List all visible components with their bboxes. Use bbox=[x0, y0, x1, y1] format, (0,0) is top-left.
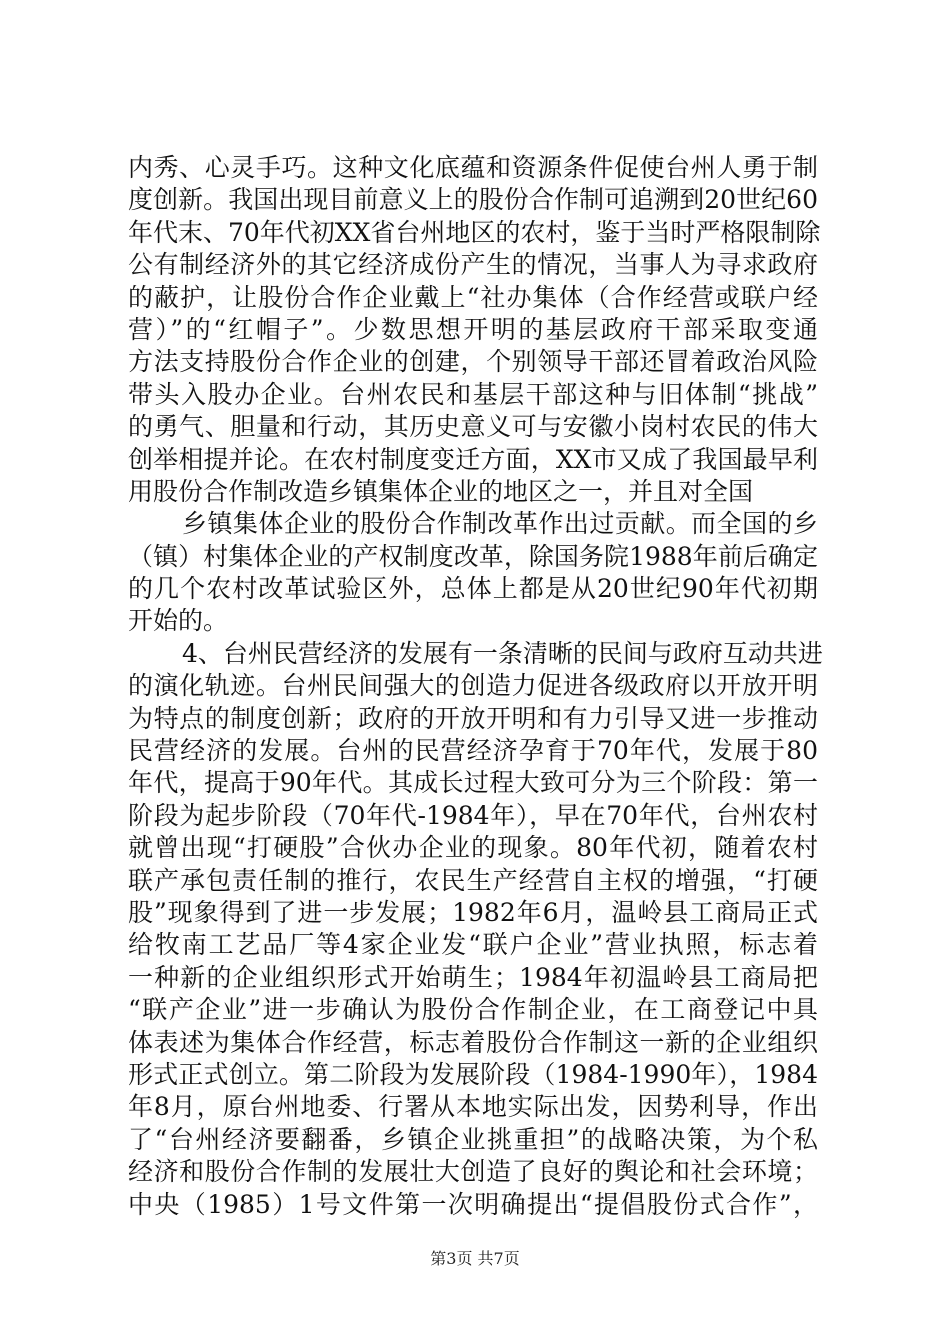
text-line: （镇）村集体企业的产权制度改革，除国务院1988年前后确定 bbox=[128, 541, 818, 571]
text-line: 年8月，原台州地委、行署从本地实际出发，因势利导，作出 bbox=[128, 1092, 818, 1122]
text-line: 乡镇集体企业的股份合作制改革作出过贡献。而全国的乡 bbox=[182, 509, 818, 539]
text-line: 内秀、心灵手巧。这种文化底蕴和资源条件促使台州人勇于制 bbox=[128, 153, 818, 182]
body-text bbox=[128, 152, 823, 1221]
text-line: 股”现象得到了进一步发展；1982年6月，温岭县工商局正式 bbox=[128, 897, 818, 927]
text-line: 联产承包责任制的推行，农民生产经营自主权的增强，“打硬 bbox=[128, 865, 818, 895]
text-line: 度创新。我国出现目前意义上的股份合作制可追溯到20世纪60 bbox=[128, 185, 818, 215]
text-line: 阶段为起步阶段（70年代-1984年），早在70年代，台州农村 bbox=[128, 800, 818, 830]
text-line: 4、台州民营经济的发展有一条清晰的民间与政府互动共进 bbox=[182, 638, 823, 668]
text-line: 年代，提高于90年代。其成长过程大致可分为三个阶段：第一 bbox=[128, 768, 818, 798]
text-line: 了“台州经济要翻番，乡镇企业挑重担”的战略决策，为个私 bbox=[128, 1124, 818, 1154]
text-line: “联产企业”进一步确认为股份合作制企业，在工商登记中具 bbox=[128, 995, 818, 1025]
text-line: 的蔽护，让股份合作企业戴上“社办集体（合作经营或联户经 bbox=[128, 282, 818, 312]
text-line: 一种新的企业组织形式开始萌生；1984年初温岭县工商局把 bbox=[128, 962, 818, 992]
text-line: 方法支持股份合作企业的创建，个别领导干部还冒着政治风险 bbox=[128, 347, 818, 377]
text-line: 的演化轨迹。台州民间强大的创造力促进各级政府以开放开明 bbox=[128, 671, 818, 701]
text-line: 就曾出现“打硬股”合伙办企业的现象。80年代初，随着农村 bbox=[128, 833, 818, 863]
text-line: 经济和股份合作制的发展壮大创造了良好的舆论和社会环境； bbox=[128, 1157, 818, 1187]
text-line: 形式正式创立。第二阶段为发展阶段（1984-1990年），1984 bbox=[128, 1059, 818, 1089]
page-footer: 第3页 共7页 bbox=[430, 1249, 520, 1268]
text-line: 营）”的“红帽子”。少数思想开明的基层政府干部采取变通 bbox=[128, 314, 818, 344]
text-line: 年代末、70年代初XX省台州地区的农村，鉴于当时严格限制除 bbox=[128, 217, 821, 247]
text-line: 体表述为集体合作经营，标志着股份合作制这一新的企业组织 bbox=[128, 1027, 818, 1057]
text-line: 的勇气、胆量和行动，其历史意义可与安徽小岗村农民的伟大 bbox=[128, 412, 818, 442]
text-line: 为特点的制度创新；政府的开放开明和有力引导又进一步推动 bbox=[128, 703, 818, 733]
text-line: 民营经济的发展。台州的民营经济孕育于70年代，发展于80 bbox=[128, 736, 818, 766]
text-line: 中央（1985）1号文件第一次明确提出“提倡股份式合作”， bbox=[128, 1189, 818, 1219]
text-line: 的几个农村改革试验区外，总体上都是从20世纪90年代初期 bbox=[128, 574, 818, 604]
text-line: 给牧南工艺品厂等4家企业发“联户企业”营业执照，标志着 bbox=[128, 930, 818, 960]
text-line: 公有制经济外的其它经济成份产生的情况，当事人为寻求政府 bbox=[128, 250, 818, 280]
text-line: 带头入股办企业。台州农民和基层干部这种与旧体制“挑战” bbox=[128, 379, 818, 409]
text-line: 创举相提并论。在农村制度变迁方面，XX市又成了我国最早利 bbox=[128, 444, 818, 474]
text-line: 用股份合作制改造乡镇集体企业的地区之一，并且对全国 bbox=[128, 476, 754, 506]
text-line: 开始的。 bbox=[128, 606, 229, 636]
